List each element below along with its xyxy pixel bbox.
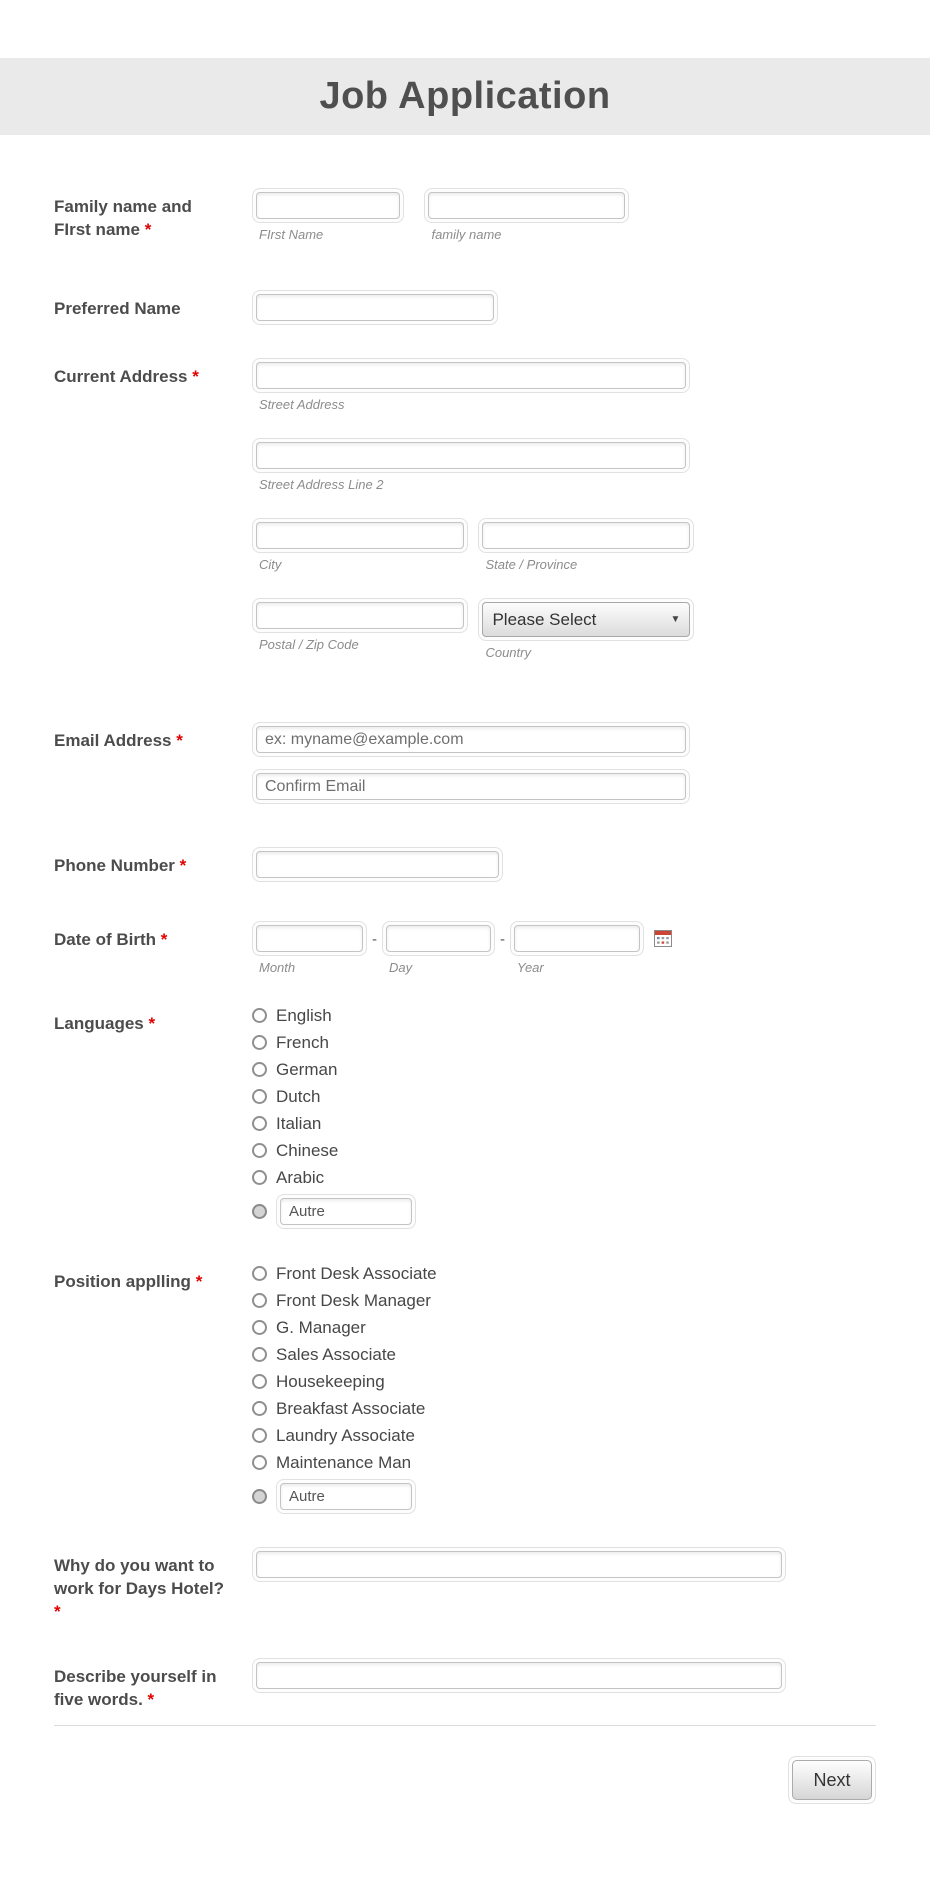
- radio-icon[interactable]: [252, 1401, 267, 1416]
- language-radio-option[interactable]: English: [252, 1005, 876, 1026]
- position-other-input[interactable]: [280, 1483, 412, 1510]
- form-body: [0, 135, 930, 1711]
- country-select[interactable]: [482, 602, 690, 637]
- email-ring: [252, 722, 690, 757]
- dob-separator: -: [500, 931, 505, 948]
- dob-month-sublabel: Month: [259, 960, 296, 975]
- radio-icon[interactable]: [252, 1062, 267, 1077]
- required-marker: *: [144, 220, 152, 239]
- radio-icon[interactable]: [252, 1347, 267, 1362]
- position-radio-option[interactable]: Sales Associate: [252, 1344, 876, 1365]
- position-radio-option[interactable]: G. Manager: [252, 1317, 876, 1338]
- language-radio-option[interactable]: Chinese: [252, 1140, 876, 1161]
- position-options: [252, 1263, 876, 1473]
- radio-icon[interactable]: [252, 1489, 267, 1504]
- street-address2-ring: [252, 438, 690, 473]
- dob-day-sublabel: Day: [389, 960, 413, 975]
- required-marker: *: [147, 1690, 155, 1709]
- radio-icon[interactable]: [252, 1143, 267, 1158]
- radio-icon[interactable]: [252, 1035, 267, 1050]
- country-ring: [478, 598, 694, 641]
- radio-icon[interactable]: [252, 1008, 267, 1023]
- dob-day-ring: [382, 921, 495, 956]
- dob-year-ring: [510, 921, 644, 956]
- required-marker: *: [192, 367, 199, 386]
- field-why-row: [54, 1547, 876, 1623]
- form-header: [0, 58, 930, 135]
- street-address-ring: [252, 358, 690, 393]
- language-radio-option[interactable]: Arabic: [252, 1167, 876, 1188]
- position-other-ring: [276, 1479, 416, 1514]
- required-marker: *: [54, 1602, 61, 1621]
- dob-month-input[interactable]: [256, 925, 363, 952]
- position-radio-option[interactable]: Breakfast Associate: [252, 1398, 876, 1419]
- position-radio-option[interactable]: Front Desk Manager: [252, 1290, 876, 1311]
- country-select-value: Please Select: [492, 609, 597, 629]
- first-name-input[interactable]: [256, 192, 400, 219]
- radio-icon[interactable]: [252, 1116, 267, 1131]
- required-marker: *: [195, 1272, 203, 1291]
- next-button[interactable]: Next: [792, 1760, 872, 1800]
- street-address2-input[interactable]: [256, 442, 686, 469]
- state-sublabel: State / Province: [485, 557, 578, 572]
- postal-input[interactable]: [256, 602, 464, 629]
- state-input[interactable]: [482, 522, 690, 549]
- radio-icon[interactable]: [252, 1266, 267, 1281]
- field-position-row: [54, 1263, 876, 1514]
- dob-month-ring: [252, 921, 367, 956]
- postal-ring: [252, 598, 468, 633]
- required-marker: *: [160, 930, 168, 949]
- dob-year-input[interactable]: [514, 925, 640, 952]
- required-marker: *: [148, 1014, 156, 1033]
- required-marker: *: [179, 856, 187, 875]
- first-name-ring: [252, 188, 404, 223]
- dob-separator: -: [372, 931, 377, 948]
- why-ring: [252, 1547, 786, 1582]
- last-name-sublabel: family name: [431, 227, 502, 242]
- why-input[interactable]: [256, 1551, 782, 1578]
- preferred-name-ring: [252, 290, 498, 325]
- language-other-ring: [276, 1194, 416, 1229]
- phone-input[interactable]: [256, 851, 499, 878]
- confirm-email-ring: [252, 769, 690, 804]
- position-radio-option[interactable]: Housekeeping: [252, 1371, 876, 1392]
- last-name-input[interactable]: [428, 192, 625, 219]
- position-label: Position applling *: [54, 1272, 203, 1291]
- language-radio-option[interactable]: Dutch: [252, 1086, 876, 1107]
- position-radio-option[interactable]: Maintenance Man: [252, 1452, 876, 1473]
- dob-label: Date of Birth *: [54, 930, 168, 949]
- field-describe-row: [54, 1658, 876, 1711]
- language-other-option[interactable]: [252, 1194, 876, 1229]
- language-other-input[interactable]: [280, 1198, 412, 1225]
- phone-label: Phone Number *: [54, 856, 187, 875]
- languages-options: [252, 1005, 876, 1188]
- address-label: Current Address *: [54, 367, 199, 386]
- position-other-option[interactable]: [252, 1479, 876, 1514]
- dob-day-input[interactable]: [386, 925, 491, 952]
- city-ring: [252, 518, 468, 553]
- preferred-name-input[interactable]: [256, 294, 494, 321]
- field-preferred-name-row: [54, 290, 876, 325]
- field-address-row: [54, 358, 876, 660]
- dob-year-sublabel: Year: [517, 960, 544, 975]
- name-label: Family name and FIrst name *: [54, 197, 192, 239]
- field-phone-row: [54, 847, 876, 882]
- describe-label: Describe yourself in five words. *: [54, 1667, 217, 1709]
- languages-label: Languages *: [54, 1014, 156, 1033]
- street-address-sublabel: Street Address: [259, 397, 345, 412]
- country-sublabel: Country: [485, 645, 531, 660]
- postal-sublabel: Postal / Zip Code: [259, 637, 359, 652]
- radio-icon[interactable]: [252, 1320, 267, 1335]
- position-radio-option[interactable]: Front Desk Associate: [252, 1263, 876, 1284]
- last-name-ring: [424, 188, 629, 223]
- email-input[interactable]: [256, 726, 686, 753]
- street-address2-sublabel: Street Address Line 2: [259, 477, 384, 492]
- language-radio-option[interactable]: French: [252, 1032, 876, 1053]
- radio-icon[interactable]: [252, 1089, 267, 1104]
- required-marker: *: [176, 731, 183, 750]
- describe-input[interactable]: [256, 1662, 782, 1689]
- state-ring: [478, 518, 694, 553]
- city-sublabel: City: [259, 557, 282, 572]
- language-radio-option[interactable]: German: [252, 1059, 876, 1080]
- position-radio-option[interactable]: Laundry Associate: [252, 1425, 876, 1446]
- field-name-row: [54, 188, 876, 242]
- language-radio-option[interactable]: Italian: [252, 1113, 876, 1134]
- street-address-input[interactable]: [256, 362, 686, 389]
- radio-icon[interactable]: [252, 1428, 267, 1443]
- radio-icon[interactable]: [252, 1293, 267, 1308]
- chevron-down-icon: ▼: [670, 614, 681, 625]
- calendar-icon[interactable]: [654, 921, 672, 952]
- why-label: Why do you want to work for Days Hotel? *: [54, 1556, 225, 1621]
- describe-ring: [252, 1658, 786, 1693]
- phone-ring: [252, 847, 503, 882]
- radio-icon[interactable]: [252, 1170, 267, 1185]
- field-email-row: [54, 722, 876, 804]
- field-dob-row: [54, 921, 876, 975]
- radio-icon[interactable]: [252, 1204, 267, 1219]
- preferred-name-label: Preferred Name: [54, 299, 181, 318]
- job-application-form: [0, 58, 930, 1902]
- radio-icon[interactable]: [252, 1374, 267, 1389]
- field-languages-row: [54, 1005, 876, 1229]
- page-title: Job Application: [319, 75, 611, 117]
- city-input[interactable]: [256, 522, 464, 549]
- email-label: Email Address *: [54, 731, 183, 750]
- radio-icon[interactable]: [252, 1455, 267, 1470]
- form-footer: [0, 1726, 930, 1844]
- first-name-sublabel: FIrst Name: [259, 227, 324, 242]
- confirm-email-input[interactable]: [256, 773, 686, 800]
- next-button-ring: [788, 1756, 876, 1804]
